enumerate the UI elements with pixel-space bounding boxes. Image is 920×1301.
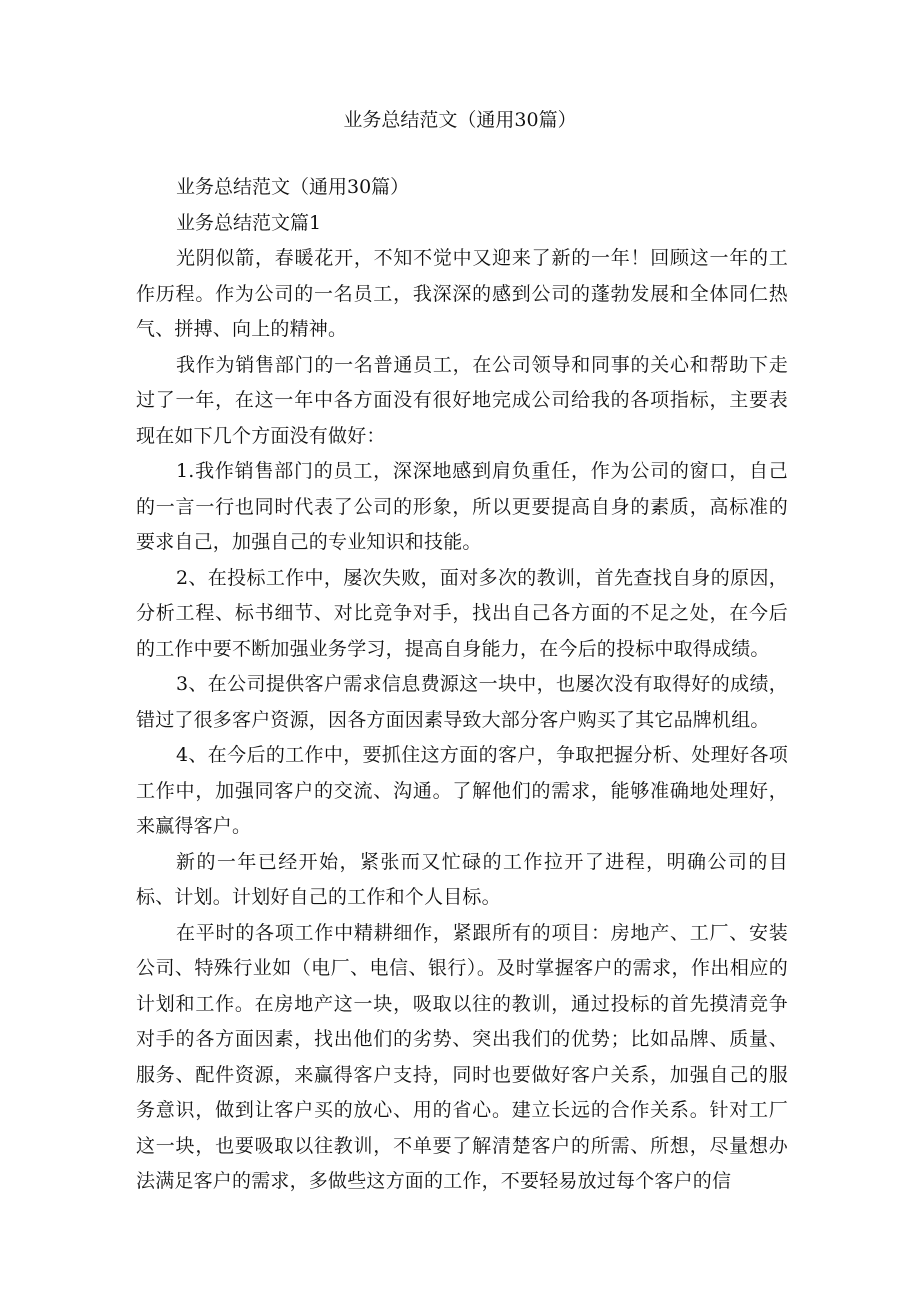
paragraph: 我作为销售部门的一名普通员工，在公司领导和同事的关心和帮助下走过了一年，在这一年中各方面没有很好地完成公司给我的各项指标，主要表现在如下几个方面没有做好： xyxy=(136,353,788,447)
section-heading: 业务总结范文篇1 xyxy=(176,211,322,234)
document-subtitle: 业务总结范文（通用30篇） xyxy=(176,176,410,198)
paragraph: 1.我作销售部门的员工，深深地感到肩负重任，作为公司的窗口，自己的一言一行也同时代表了公司的形象，所以更要提高自身的素质，高标准的要求自己，加强自己的专业知识和技能。 xyxy=(136,460,788,553)
paragraph: 3、在公司提供客户需求信息费源这一块中，也屡次没有取得好的成绩，错过了很多客户资源，因各方面因素导致大部分客户购买了其它品牌机组。 xyxy=(136,673,788,731)
document-body xyxy=(136,170,788,1200)
paragraph: 2、在投标工作中，屡次失败，面对多次的教训，首先查找自身的原因，分析工程、标书细节、对比竞争对手，找出自己各方面的不足之处，在今后的工作中要不断加强业务学习，提高自身能力，在今后的投标中取得成绩。 xyxy=(136,566,788,660)
paragraph: 新的一年已经开始，紧张而又忙碌的工作拉开了进程，明确公司的目标、计划。计划好自己的工作和个人目标。 xyxy=(136,850,788,908)
paragraph: 光阴似箭，春暖花开，不知不觉中又迎来了新的一年！回顾这一年的工作历程。作为公司的一名员工，我深深的感到公司的蓬勃发展和全体同仁热气、拼搏、向上的精神。 xyxy=(136,247,788,340)
paragraph: 在平时的各项工作中精耕细作，紧跟所有的项目：房地产、工厂、安装公司、特殊行业如（电厂、电信、银行）。及时掌握客户的需求，作出相应的计划和工作。在房地产这一块，吸取以往的教训，通过投标的首先摸清竞争对手的各方面因素，找出他们的劣势、突出我们的优势；比如品牌、质量、服务、配件资源，来赢得客户支持，同时也要做好客户关系，加强自己的服务意识，做到让客户买的放心、用的省心。建立长远的合作关系。针对工厂这一块，也要吸取以往教训，不单要了解清楚客户的所需、所想，尽量想办法满足客户的需求，多做些这方面的工作，不要轻易放过每个客户的信 xyxy=(136,921,788,1192)
document-title: 业务总结范文（通用30篇） xyxy=(343,109,577,131)
paragraph: 4、在今后的工作中，要抓住这方面的客户，争取把握分析、处理好各项工作中，加强同客户的交流、沟通。了解他们的需求，能够准确地处理好，来赢得客户。 xyxy=(136,744,788,837)
